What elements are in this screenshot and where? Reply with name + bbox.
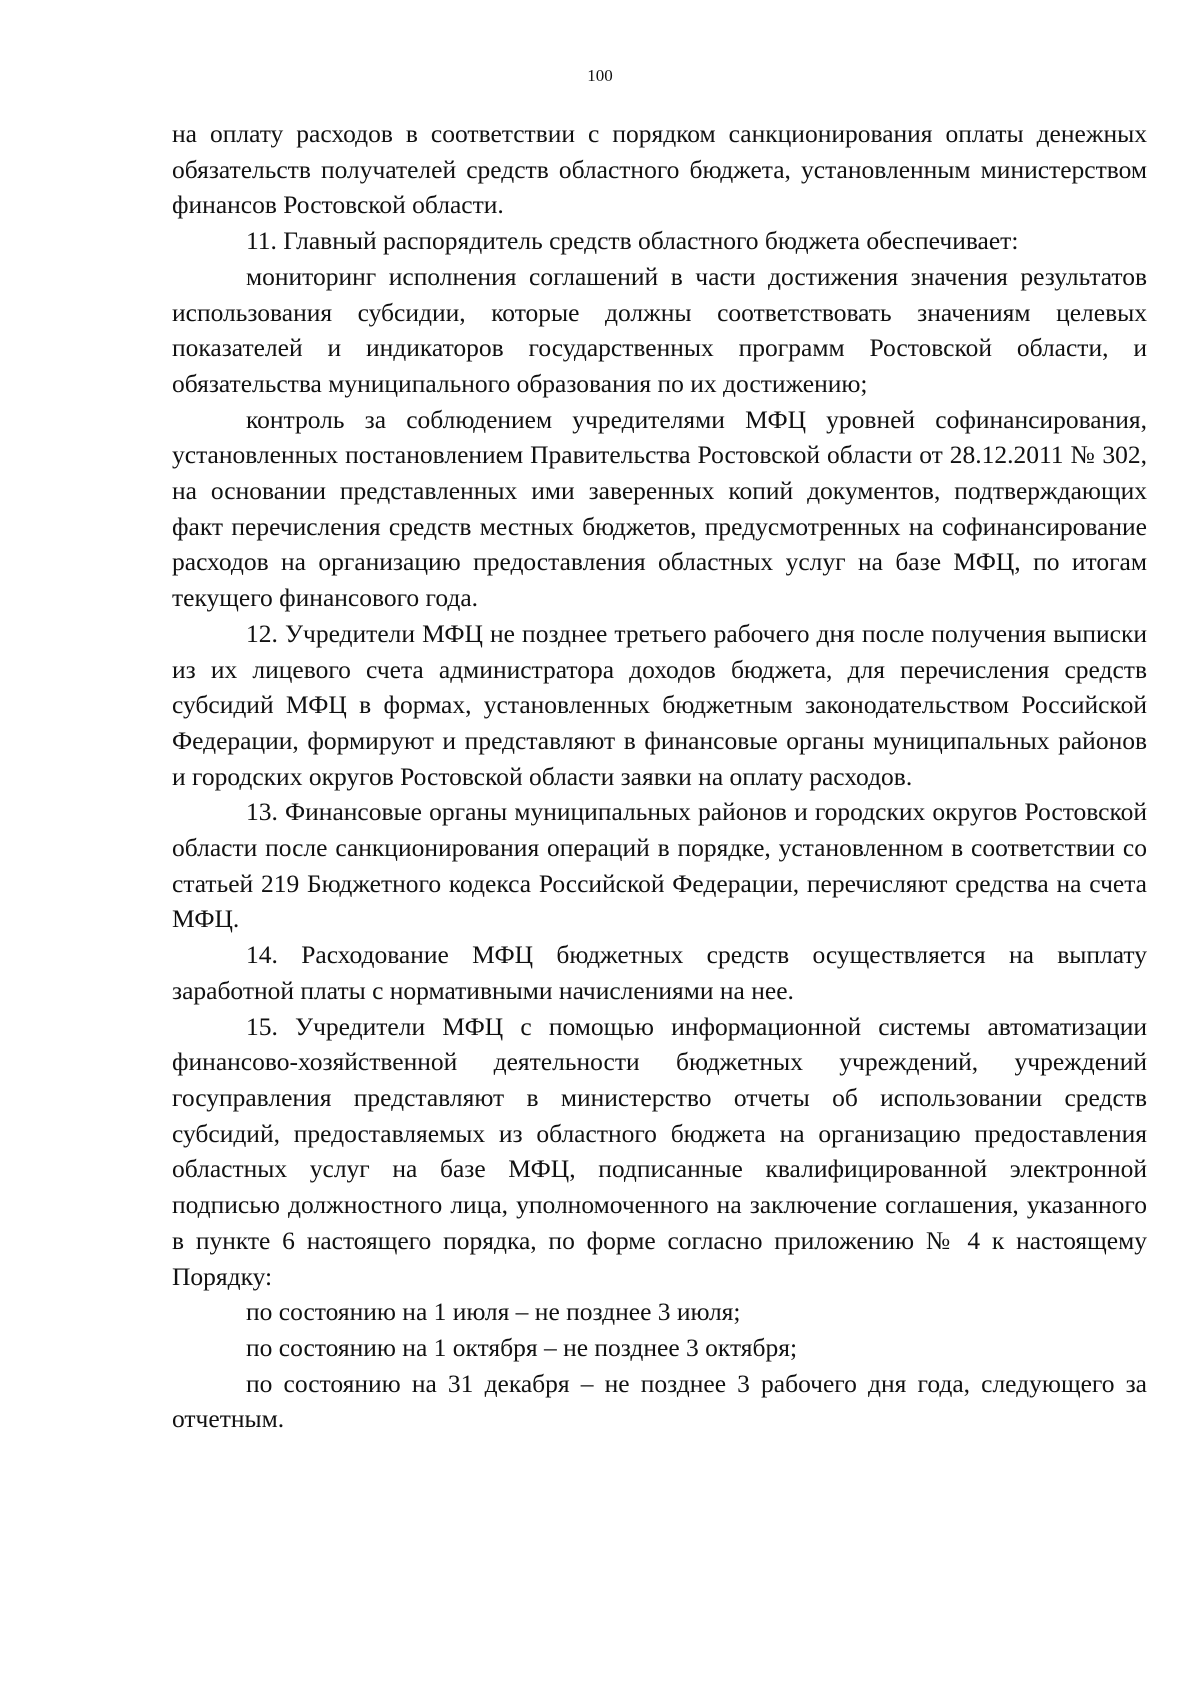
paragraph-12: 12. Учредители МФЦ не позднее третьего рабочего дня после получения выписки из их лицевого счета администратора доходов бюджета, для перечисления средств субсидий МФЦ в формах, установленных бюджетным законодательством Российской Федерации, формируют и представляют в финансовые органы муниципальных районов и городских округов Ростовской области заявки на оплату расходов.	[172, 618, 1147, 791]
paragraph-11-control: контроль за соблюдением учредителями МФЦ уровней софинансирования, установленных постановлением Правительства Ростовской области от 28.12.2011 № 302, на основании представленных ими заверенных копий документов, подтверждающих факт перечисления средств местных бюджетов, предусмотренных на софинансирование расходов на организацию предоставления областных услуг на базе МФЦ, по итогам текущего финансового года.	[172, 404, 1147, 613]
document-body	[172, 116, 1147, 1437]
paragraph-15-july: по состоянию на 1 июля – не позднее 3 июля;	[246, 1297, 741, 1327]
paragraph-11-heading: 11. Главный распорядитель средств областного бюджета обеспечивает:	[246, 226, 1019, 256]
paragraph-13: 13. Финансовые органы муниципальных районов и городских округов Ростовской области после санкционирования операций в порядке, установленном в соответствии со статьей 219 Бюджетного кодекса Российской Федерации, перечисляют средства на счета МФЦ.	[172, 797, 1147, 934]
paragraph-14: 14. Расходование МФЦ бюджетных средств осуществляется на выплату заработной платы с нормативными начислениями на нее.	[172, 940, 1147, 1005]
paragraph-payment-continuation: на оплату расходов в соответствии с порядком санкционирования оплаты денежных обязательств получателей средств областного бюджета, установленным министерством финансов Ростовской области.	[172, 119, 1147, 220]
paragraph-15: 15. Учредители МФЦ с помощью информационной системы автоматизации финансово-хозяйственной деятельности бюджетных учреждений, учреждений госуправления представляют в министерство отчеты об использовании средств субсидий, предоставляемых из областного бюджета на организацию предоставления областных услуг на базе МФЦ, подписанные квалифицированной электронной подписью должностного лица, уполномоченного на заключение соглашения, указанного в пункте 6 настоящего порядка, по форме согласно приложению № 4 к настоящему Порядку:	[172, 1011, 1147, 1291]
paragraph-15-october: по состоянию на 1 октября – не позднее 3 октября;	[246, 1332, 798, 1362]
paragraph-15-december: по состоянию на 31 декабря – не позднее 3 рабочего дня года, следующего за отчетным.	[172, 1368, 1147, 1434]
page-number: 100	[587, 66, 613, 85]
paragraph-11-monitoring: мониторинг исполнения соглашений в части достижения значения результатов использования субсидии, которые должны соответствовать значениям целевых показателей и индикаторов государственных программ Ростовской области, и обязательства муниципального образования по их достижению;	[172, 261, 1147, 398]
